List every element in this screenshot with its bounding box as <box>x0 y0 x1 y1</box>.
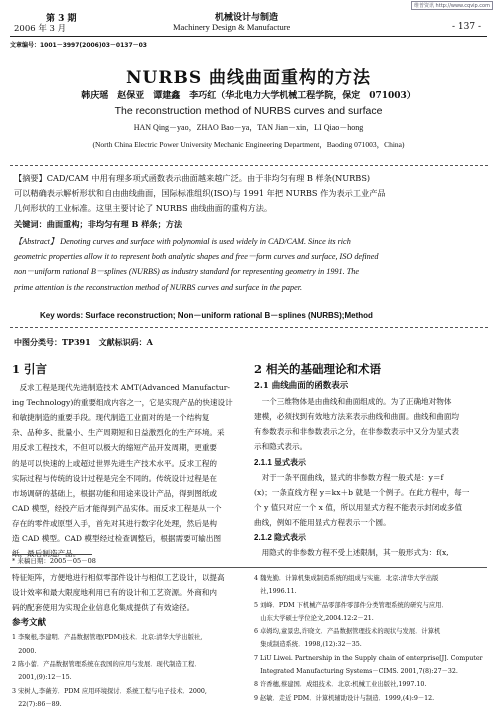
abstract-top-rule <box>10 165 488 166</box>
body-line: 曲线，例如不能用显式方程表示一个圆。 <box>254 517 391 527</box>
keywords-cn: 关键词：曲面重构；非均匀有理 B 样条；方法 <box>14 218 183 229</box>
left-column <box>12 362 243 561</box>
reference-line: 8 许香穗,蔡建国．成组技术．北京:机械工业出版社,1997.10. <box>254 681 427 689</box>
body-line: 特征矩阵，方便地进行相似零部件设计与相似工艺设计，以提高 <box>12 573 225 582</box>
abstract-en-line: prime attention is the reconstruction method of NURBS curves and surface in the paper. <box>14 282 303 292</box>
article-id: 文章编号：1001－3997(2006)03－0137－03 <box>10 42 147 49</box>
reference-line: 4 魏先勤．计算机集成制造系统的组成与实施．北京:清华大学出版 <box>254 575 439 582</box>
reference-line: 7 LiU Liwei. Partnership in the Supply chain of enterprise[J]. Computer <box>254 654 483 662</box>
reference-line: 2001,(9):12－15. <box>12 674 72 682</box>
reference-line: 集成制造系统．1998,(12):32－35. <box>254 641 362 649</box>
body-line: 建模，必须找到有效地方法来表示曲线和曲面。曲线和曲面均 <box>254 412 460 422</box>
body-line: 存在的零件或原型入手，首先对其进行数字化处理，然后是构 <box>12 518 218 528</box>
reference-list <box>12 631 243 711</box>
issue-number: 第 3 期 <box>46 14 77 24</box>
body-line: 用隐式的非参数方程不受上述限制，其一般形式为：f(x, <box>254 548 449 558</box>
affiliation-en: (North China Electric Power University Mechanic Engineering Department，Baoding 071003，China) <box>92 140 405 149</box>
section-heading-intro: 1 引言 <box>12 362 48 376</box>
abstract-en-line: 【Abstract】 Denoting curves and surface with polynomial is used widely in CAD/CAM. Since its rich <box>14 237 351 246</box>
paper-title-en: The reconstruction method of NURBS curves and surface <box>114 105 383 117</box>
reference-line: 6 卓姆均,童景忠,许晓文．产品数据管理技术的现状与发展．计算机 <box>254 628 441 636</box>
reference-line: 1 李聚根,李建明．产品数据管理(PDM)技术．北京:清华大学出版社, <box>12 634 203 642</box>
reference-line: 2 陈小蕾．产品数据管理系统在我国的应用与发展．现代制造工程． <box>12 660 201 668</box>
body-line: 有参数表示和非参数表示之分，在非参数表示中又分为显式表 <box>254 427 460 437</box>
theory-body-3 <box>254 545 485 560</box>
reference-line: 社,1996.11. <box>254 588 297 596</box>
classification-code: 中图分类号：TP391 文献标识码：A <box>14 337 153 347</box>
page-number: - 137 - <box>452 22 481 32</box>
journal-name-en: Machinery Design & Manufacture <box>173 22 291 32</box>
abstract-en <box>14 234 480 295</box>
body-line: (x)；一条直线方程 y＝kx＋b 就是一个例子。在此方程中，每一 <box>254 487 470 497</box>
intro-body <box>12 380 243 561</box>
body-line: CAD 模型，经投产后才能得到产品实体。而反求工程是从一个 <box>12 503 222 513</box>
theory-body-2 <box>254 470 485 530</box>
body-line: 用反求工程技术，不但可以极大的缩短产品开发周期，更重要 <box>12 443 218 453</box>
body-line: 码的配套使用为实现企业信息化集成提供了有效途径。 <box>12 603 195 613</box>
subsection-heading: 2.1 曲线曲面的函数表示 <box>254 381 349 392</box>
theory-body-1 <box>254 394 485 454</box>
authors-cn: 韩庆瑶 赵保亚 谭建鑫 李巧红（华北电力大学机械工程学院，保定 071003） <box>81 91 416 101</box>
reference-line: 5 刘峰．PDM 下机械产品零部件零部件分类管理系统的研究与应用． <box>254 601 448 609</box>
body-line: ing Technology)的重要组成内容之一，它是实现产品的快速设计 <box>12 398 233 408</box>
abstract-line: 可以精确表示解析形状和自由曲线曲面，国际标准组织(ISO)与 1991 年把 NURBS 作为表示工业产品 <box>14 188 386 199</box>
bottom-right-column <box>254 572 485 705</box>
reference-line: 9 赵敏．走近 PDM．计算机辅助设计与制造．1999,(4):9－12. <box>254 694 435 702</box>
reference-line: 3 宋树人,李薇芳．PDM 应用环境探讨．系统工程与电子技术．2000, <box>12 687 207 695</box>
keywords-en: Key words: Surface reconstruction; Non－uniform rational B－splines (NURBS);Method <box>40 311 373 320</box>
body-line: 一个三维物体是由曲线和曲面组成的。为了正确地对物体 <box>254 397 452 407</box>
page-break-rule <box>10 567 487 568</box>
abstract-cn <box>14 171 480 232</box>
body-line: 实际过程与传统的设计过程是完全不同的。传统设计过程是在 <box>12 473 218 483</box>
footnote-rule <box>12 554 92 555</box>
received-date-footnote: * 来稿日期：2005－05－08 <box>12 557 96 565</box>
reference-line: Integrated Manufacturing Systems－CIMS. 2001,7(8):27－32. <box>254 668 458 676</box>
right-column <box>254 362 485 560</box>
reference-line: 山东大学硕士学位论文,2004.12:2－21. <box>254 614 374 622</box>
body-line: 纸，最后制造产品。 <box>12 549 81 559</box>
paper-title: NURBS 曲线曲面重构的方法 <box>125 68 372 88</box>
body-line: 市场调研的基础上，根据功能和用途来设计产品，得到图纸或 <box>12 488 218 498</box>
body-line: 示和隐式表示。 <box>254 442 308 452</box>
subsubsection-heading: 2.1.1 显式表示 <box>254 457 307 467</box>
authors-en: HAN Qing－yao，ZHAO Bao－ya，TAN Jian－xin，LI Qiao－hong <box>133 123 364 132</box>
references-heading: 参考文献 <box>12 618 47 629</box>
body-line: 造 CAD 模型。CAD 模型经过检查调整后，根据需要可输出图 <box>12 534 222 544</box>
body-line: 反求工程是现代先进制造技术 AMT(Advanced Manufactur- <box>12 383 230 393</box>
abstract-line: 几何形状的工业标准。这里主要讨论了 NURBS 曲线曲面的重构方法。 <box>14 203 273 214</box>
body-line: 设计效率和最大限度地利用已有的设计和工艺资源。外商和内 <box>12 588 218 598</box>
body-line: 和敏捷制造的重要手段。现代制造工业面对的是一个结构复 <box>12 413 210 423</box>
abstract-en-line: non－uniform rational B－splines (NURBS) as industry standard for representing geometry in 1991. The <box>14 267 359 277</box>
reference-line: 22(7):86－89. <box>12 700 62 708</box>
journal-name-cn: 机械设计与制造 <box>215 13 279 23</box>
abstract-bottom-rule <box>10 327 488 328</box>
body-line: 的是可以快速的上或超过世界先进生产技术水平。反求工程的 <box>12 458 218 468</box>
reference-line: 2000. <box>12 647 37 655</box>
issue-date: 2006 年 3 月 <box>14 24 67 34</box>
header-rule <box>10 36 487 37</box>
section-heading-theory: 2 相关的基础理论和术语 <box>254 362 382 376</box>
subsubsection-heading: 2.1.2 隐式表示 <box>254 533 307 543</box>
abstract-line: 【摘要】CAD/CAM 中用有理多项式函数表示曲面越来越广泛。由于非均匀有理 B 样条(NURBS) <box>14 173 371 183</box>
bottom-left-column <box>12 570 243 711</box>
watermark: 维普资讯 http://www.cqvip.com <box>411 1 493 10</box>
body-line: 杂、品种多、批量小、生产周期短和日益激烈化的生产环境。采 <box>12 428 225 438</box>
body-line: 个 y 值只对应一个 x 值，所以用显式方程不能表示封闭或多值 <box>254 502 463 512</box>
body-line: 对于一条平面曲线，显式的非参数方程一般式是：y＝f <box>254 472 444 482</box>
abstract-en-line: geometric properties allow it to represent both analytic shapes and free－form curves and surface, ISO defined <box>14 252 379 262</box>
abstract-box <box>10 160 488 384</box>
